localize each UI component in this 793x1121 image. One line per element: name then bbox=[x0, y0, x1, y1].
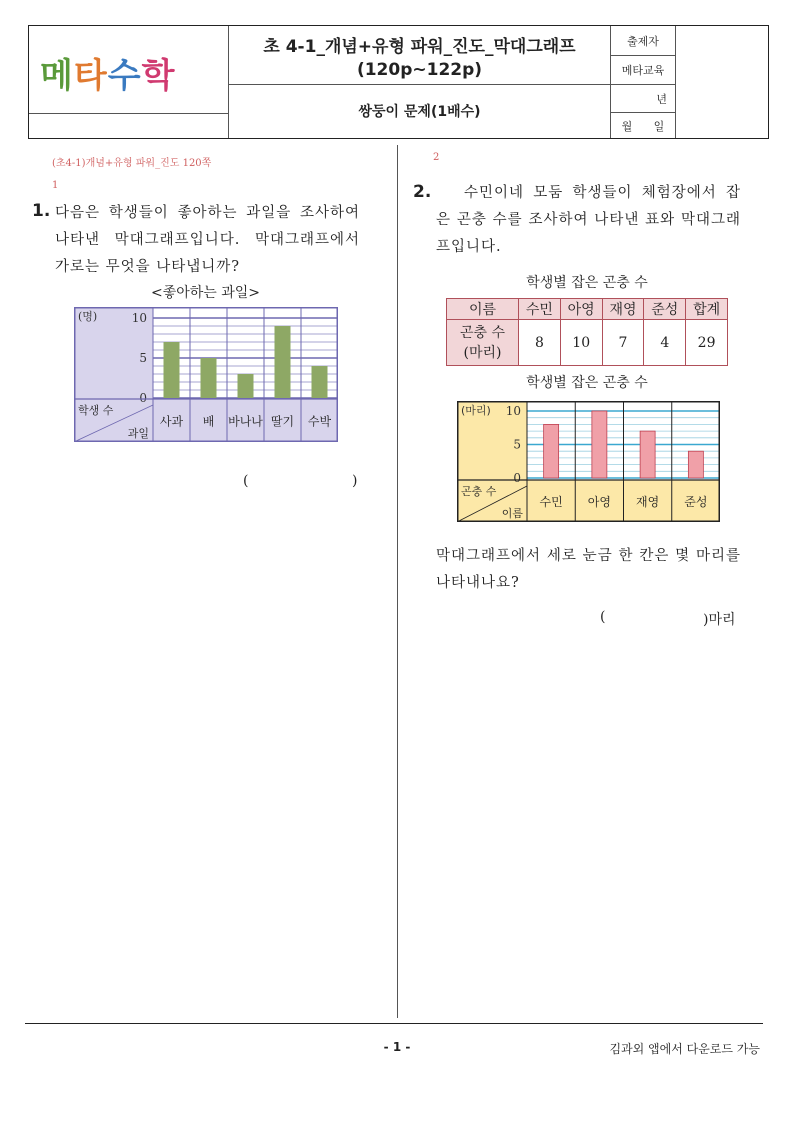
category-label: 준성 bbox=[684, 495, 708, 509]
row-label: 곤충 수 bbox=[459, 324, 506, 341]
year-label: 년 bbox=[656, 92, 667, 106]
category-label: 재영 bbox=[636, 495, 660, 509]
answer-open: ( bbox=[243, 473, 249, 489]
bar-사과 bbox=[164, 342, 180, 398]
bar-아영 bbox=[592, 411, 607, 478]
answer-open-2: ( bbox=[600, 609, 606, 625]
question-number: 1. bbox=[32, 201, 51, 221]
category-label: 수박 bbox=[307, 414, 332, 429]
y-tick: 0 bbox=[513, 471, 521, 485]
y-unit-label: (명) bbox=[78, 310, 98, 323]
table-header-1: 수민 bbox=[519, 299, 561, 320]
y-tick: 5 bbox=[513, 437, 521, 452]
answer-close-2: )마리 bbox=[703, 612, 736, 628]
corner-bottom-label: 과일 bbox=[127, 427, 149, 440]
ref-number: 1 bbox=[52, 180, 59, 191]
table-header-2: 아영 bbox=[560, 299, 602, 320]
y-tick: 10 bbox=[505, 404, 521, 418]
corner-top-label: 학생 수 bbox=[78, 404, 114, 417]
answer-close: ) bbox=[352, 473, 358, 489]
question-text: 다음은 학생들이 좋아하는 과일을 조사하여 나타낸 막대그래프입니다. 막대그래프에서 가로는 무엇을 나타냅니까? bbox=[55, 205, 360, 275]
corner-bottom-label: 이름 bbox=[501, 507, 523, 520]
title-line-2: (120p~122p) bbox=[356, 60, 483, 80]
chart2-title: 학생별 잡은 곤충 수 bbox=[526, 375, 648, 391]
y-unit-label: (마리) bbox=[461, 404, 491, 417]
question-text-2b: 막대그래프에서 세로 눈금 한 칸은 몇 마리를 나타내나요? bbox=[436, 548, 741, 591]
corner-top-label: 곤충 수 bbox=[461, 485, 497, 498]
chart1-title: <좋아하는 과일> bbox=[150, 285, 261, 301]
table-value-0: 8 bbox=[519, 320, 561, 366]
author-label: 출제자 bbox=[627, 34, 659, 48]
insect-table bbox=[446, 298, 728, 366]
footer-note: 김과외 앱에서 다운로드 가능 bbox=[609, 1042, 760, 1056]
y-tick: 10 bbox=[131, 311, 147, 325]
chart-favorite-fruits bbox=[74, 307, 338, 442]
page-number: - 1 - bbox=[383, 1040, 411, 1054]
table-value-3: 4 bbox=[644, 320, 686, 366]
row-unit: (마리) bbox=[463, 344, 502, 361]
table-header-0: 이름 bbox=[447, 299, 519, 320]
category-label: 아영 bbox=[587, 495, 611, 509]
bar-딸기 bbox=[275, 326, 291, 398]
category-label: 배 bbox=[202, 414, 215, 429]
table-header-5: 합계 bbox=[686, 299, 728, 320]
question-text-2: 수민이네 모둠 학생들이 체험장에서 잡은 곤충 수를 조사하여 나타낸 표와 막대그래프입니다. bbox=[436, 185, 741, 255]
author-value: 메타교육 bbox=[621, 64, 665, 77]
table-value-2: 7 bbox=[602, 320, 644, 366]
day-label: 일 bbox=[653, 119, 665, 133]
bar-배 bbox=[201, 358, 217, 398]
category-label: 사과 bbox=[159, 414, 184, 429]
category-label: 수민 bbox=[539, 495, 563, 509]
table-value-4: 29 bbox=[686, 320, 728, 366]
y-tick: 5 bbox=[139, 351, 147, 365]
category-label: 딸기 bbox=[270, 414, 295, 429]
table-header-3: 재영 bbox=[602, 299, 644, 320]
bar-바나나 bbox=[238, 374, 254, 398]
bar-수박 bbox=[312, 366, 328, 398]
ref-number-2: 2 bbox=[433, 152, 440, 163]
subtitle: 쌍둥이 문제(1배수) bbox=[358, 104, 481, 120]
month-label: 월 bbox=[621, 119, 633, 133]
bar-수민 bbox=[544, 424, 559, 478]
table-title: 학생별 잡은 곤충 수 bbox=[526, 275, 648, 291]
bar-재영 bbox=[640, 431, 655, 478]
table-value-1: 10 bbox=[560, 320, 602, 366]
bar-준성 bbox=[688, 451, 703, 478]
category-label: 바나나 bbox=[228, 414, 263, 429]
y-tick: 0 bbox=[139, 391, 147, 405]
source-note: (초4-1)개념+유형 파워_진도 120쪽 bbox=[52, 158, 212, 169]
chart-insects bbox=[457, 401, 720, 522]
logo: 메타수학 bbox=[40, 56, 176, 96]
label-panel bbox=[74, 307, 153, 442]
question-number-2: 2. bbox=[413, 182, 432, 202]
table-header-4: 준성 bbox=[644, 299, 686, 320]
title-line-1: 초 4-1_개념+유형 파워_진도_막대그래프 bbox=[263, 37, 576, 57]
